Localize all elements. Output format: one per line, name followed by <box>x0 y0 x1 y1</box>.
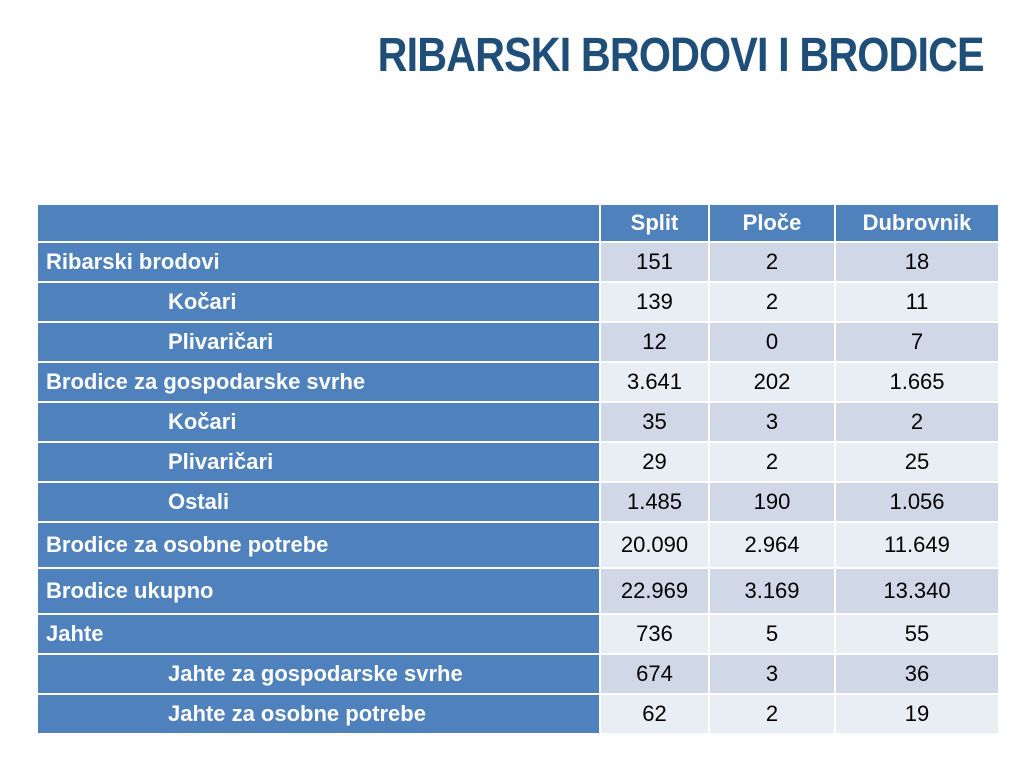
cell-ploce: 2 <box>709 442 835 482</box>
table-row <box>37 322 999 362</box>
cell-dubrovnik: 7 <box>835 322 999 362</box>
table-row <box>37 522 999 568</box>
row-label: Ribarski brodovi <box>37 242 600 282</box>
table-row <box>37 482 999 522</box>
row-label: Plivaričari <box>37 442 600 482</box>
header-cell-dubrovnik: Dubrovnik <box>835 204 999 242</box>
cell-dubrovnik: 19 <box>835 694 999 734</box>
cell-dubrovnik: 1.665 <box>835 362 999 402</box>
cell-dubrovnik: 13.340 <box>835 568 999 614</box>
cell-ploce: 2 <box>709 282 835 322</box>
cell-split: 151 <box>600 242 709 282</box>
table-row <box>37 654 999 694</box>
cell-split: 3.641 <box>600 362 709 402</box>
table-row <box>37 694 999 734</box>
row-label: Jahte za gospodarske svrhe <box>37 654 600 694</box>
cell-ploce: 3 <box>709 654 835 694</box>
cell-dubrovnik: 11.649 <box>835 522 999 568</box>
cell-split: 1.485 <box>600 482 709 522</box>
row-label: Ostali <box>37 482 600 522</box>
cell-split: 22.969 <box>600 568 709 614</box>
table-row <box>37 442 999 482</box>
header-cell-split: Split <box>600 204 709 242</box>
cell-split: 674 <box>600 654 709 694</box>
cell-dubrovnik: 36 <box>835 654 999 694</box>
fishing-vessels-table <box>36 203 1000 735</box>
cell-dubrovnik: 11 <box>835 282 999 322</box>
cell-split: 20.090 <box>600 522 709 568</box>
cell-split: 139 <box>600 282 709 322</box>
cell-split: 35 <box>600 402 709 442</box>
row-label: Brodice ukupno <box>37 568 600 614</box>
header-cell-label <box>37 204 600 242</box>
cell-dubrovnik: 2 <box>835 402 999 442</box>
cell-ploce: 202 <box>709 362 835 402</box>
cell-split: 62 <box>600 694 709 734</box>
cell-dubrovnik: 18 <box>835 242 999 282</box>
cell-split: 736 <box>600 614 709 654</box>
table-row <box>37 362 999 402</box>
row-label: Brodice za osobne potrebe <box>37 522 600 568</box>
table-row <box>37 242 999 282</box>
cell-split: 29 <box>600 442 709 482</box>
cell-ploce: 3 <box>709 402 835 442</box>
cell-dubrovnik: 55 <box>835 614 999 654</box>
cell-ploce: 0 <box>709 322 835 362</box>
row-label: Plivaričari <box>37 322 600 362</box>
cell-ploce: 3.169 <box>709 568 835 614</box>
cell-dubrovnik: 25 <box>835 442 999 482</box>
row-label: Brodice za gospodarske svrhe <box>37 362 600 402</box>
cell-ploce: 5 <box>709 614 835 654</box>
table-row <box>37 568 999 614</box>
table-row <box>37 614 999 654</box>
table-row <box>37 282 999 322</box>
cell-ploce: 2.964 <box>709 522 835 568</box>
table-header-row <box>37 204 999 242</box>
row-label: Jahte za osobne potrebe <box>37 694 600 734</box>
page-title: RIBARSKI BRODOVI I BRODICE <box>377 29 984 82</box>
row-label: Kočari <box>37 282 600 322</box>
cell-dubrovnik: 1.056 <box>835 482 999 522</box>
cell-ploce: 2 <box>709 694 835 734</box>
header-cell-ploce: Ploče <box>709 204 835 242</box>
row-label: Kočari <box>37 402 600 442</box>
cell-ploce: 190 <box>709 482 835 522</box>
cell-split: 12 <box>600 322 709 362</box>
cell-ploce: 2 <box>709 242 835 282</box>
row-label: Jahte <box>37 614 600 654</box>
table-row <box>37 402 999 442</box>
